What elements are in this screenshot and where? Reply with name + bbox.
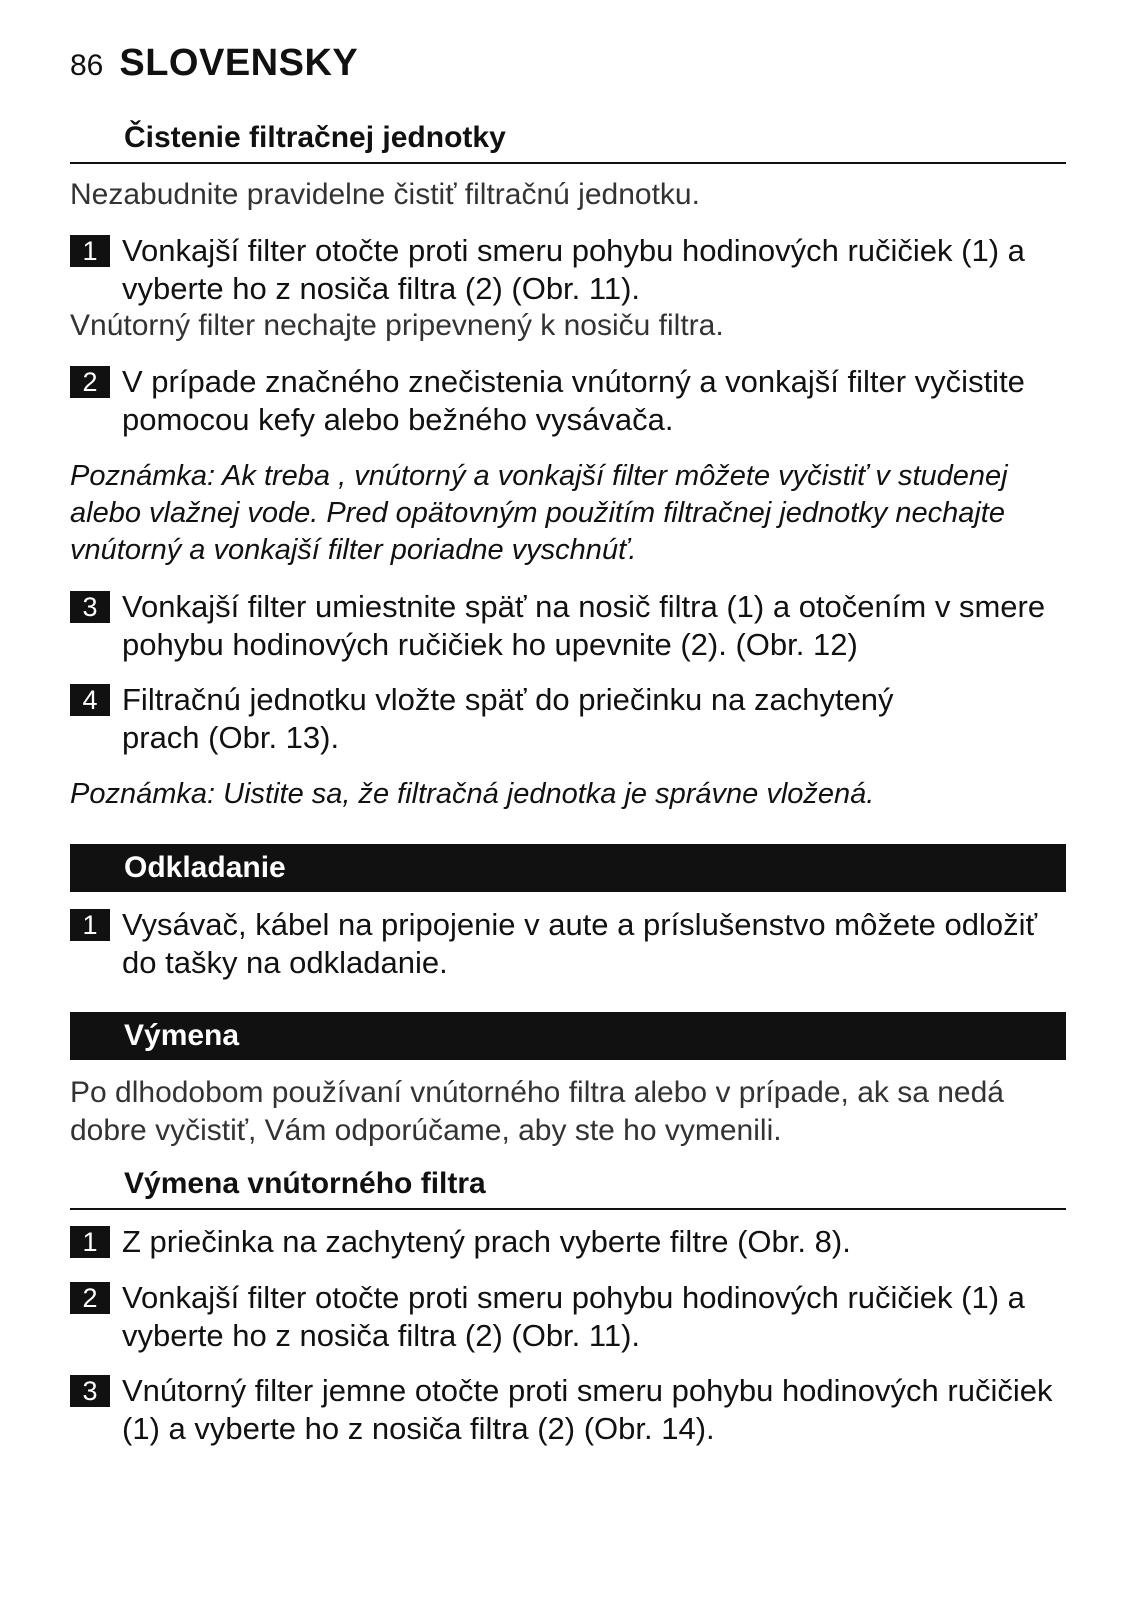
replacement-subheading: Výmena vnútorného filtra	[70, 1166, 1066, 1210]
storage-step-1	[70, 906, 1066, 982]
step-number: 1	[70, 909, 110, 941]
replacement-intro: Po dlhodobom používaní vnútorného filtra alebo v prípade, ak sa nedá dobre vyčistiť, Vám odporúčame, aby ste ho vymenili.	[70, 1076, 1004, 1147]
step-number: 4	[70, 684, 110, 716]
step-text: V prípade značného znečistenia vnútorný a vonkajší filter vyčistite pomocou kefy alebo bežného vysávača.	[122, 364, 1025, 437]
replacement-heading: Výmena	[70, 1012, 1066, 1060]
replacement-step-2	[70, 1279, 1066, 1355]
step-text: Vonkajší filter umiestnite späť na nosič filtra (1) a otočením v smere pohybu hodinových ručičiek ho upevnite (2). (Obr. 12)	[122, 589, 1046, 662]
step-text: Vnútorný filter jemne otočte proti smeru pohybu hodinových ručičiek (1) a vyberte ho z nosiča filtra (2) (Obr. 14).	[122, 1373, 1053, 1446]
replacement-heading-block	[70, 1012, 1066, 1060]
step-number: 3	[70, 1375, 110, 1407]
step-text: Vonkajší filter otočte proti smeru pohybu hodinových ručičiek (1) a vyberte ho z nosiča filtra (2) (Obr. 11).	[122, 1280, 1025, 1353]
step-number: 1	[70, 1226, 110, 1258]
step-number: 3	[70, 591, 110, 623]
storage-heading-block	[70, 844, 1066, 892]
step-number: 2	[70, 1282, 110, 1314]
cleaning-step-2	[70, 363, 1066, 439]
cleaning-intro: Nezabudnite pravidelne čistiť filtračnú jednotku.	[70, 178, 700, 211]
step-text: Z priečinka na zachytený prach vyberte filtre (Obr. 8).	[122, 1224, 851, 1259]
step-number: 2	[70, 366, 110, 398]
cleaning-heading-block	[70, 120, 1066, 164]
cleaning-note-2: Poznámka: Uistite sa, že filtračná jednotka je správne vložená.	[70, 778, 875, 810]
cleaning-step-1-note: Vnútorný filter nechajte pripevnený k nosiču filtra.	[70, 309, 724, 342]
page-header	[70, 42, 358, 85]
cleaning-step-1	[70, 232, 1066, 308]
step-text: Vysávač, kábel na pripojenie v aute a príslušenstvo môžete odložiť do tašky na odkladanie.	[122, 907, 1038, 980]
storage-heading: Odkladanie	[70, 844, 1066, 892]
cleaning-step-3	[70, 588, 1066, 664]
step-text: Filtračnú jednotku vložte späť do priečinku na zachytený prach (Obr. 13).	[122, 682, 894, 755]
cleaning-heading: Čistenie filtračnej jednotky	[70, 120, 1066, 164]
cleaning-step-4	[70, 681, 1066, 757]
replacement-step-3	[70, 1372, 1066, 1448]
language-title: SLOVENSKY	[119, 42, 359, 84]
page-number: 86	[70, 49, 104, 82]
cleaning-note-1: Poznámka: Ak treba , vnútorný a vonkajší filter môžete vyčistiť v studenej alebo vlažnej vode. Pred opätovným použitím filtračnej jednotky nechajte vnútorný a vonkajší filter poriadne vyschnúť.	[70, 460, 1008, 566]
step-text: Vonkajší filter otočte proti smeru pohybu hodinových ručičiek (1) a vyberte ho z nosiča filtra (2) (Obr. 11).	[122, 233, 1025, 306]
replacement-step-1	[70, 1223, 1066, 1261]
step-number: 1	[70, 235, 110, 267]
replacement-subheading-block	[70, 1166, 1066, 1210]
